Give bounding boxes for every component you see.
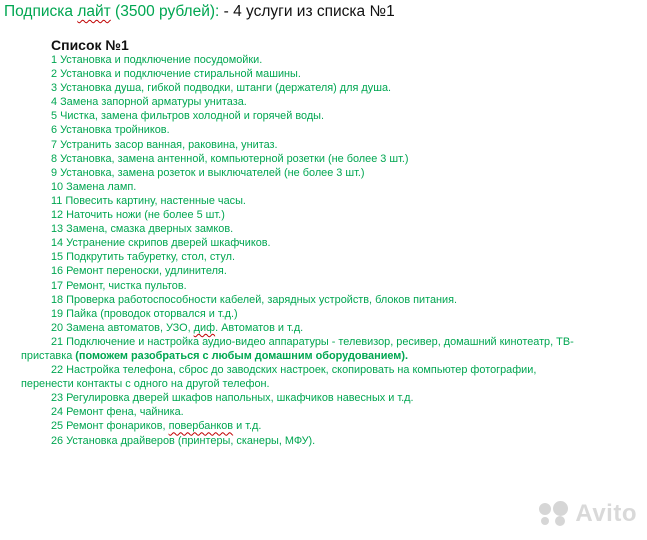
item-text-misspelled: диф bbox=[193, 321, 216, 334]
list-item: 13 Замена, смазка дверных замков. bbox=[51, 223, 234, 236]
list-item: 3 Установка душа, гибкой подводки, штанги (держателя) для душа. bbox=[51, 82, 392, 95]
item-text: 21 Подключение и настройка аудио-видео аппаратуры - телевизор, ресивер, домашний кинотеатр, ТВ-приставка bbox=[21, 335, 574, 362]
avito-logo-icon bbox=[539, 501, 569, 527]
item-text: 22 Настройка телефона, сброс до заводских настроек, скопировать на компьютер фотографии, перенести контакты с одного на другой телефон. bbox=[21, 364, 537, 391]
list-item: 4 Замена запорной арматуры унитаза. bbox=[51, 96, 247, 109]
list-item: 9 Установка, замена розеток и выключателей (не более 3 шт.) bbox=[51, 166, 365, 179]
list-item: 26 Установка драйверов (принтеры, сканеры, МФУ). bbox=[51, 434, 316, 447]
list-item: 16 Ремонт переноски, удлинителя. bbox=[51, 265, 227, 278]
list-item: 17 Ремонт, чистка пультов. bbox=[51, 279, 187, 292]
title-part-4: - 4 услуги из списка №1 bbox=[219, 3, 395, 20]
avito-watermark-text: Avito bbox=[575, 500, 637, 527]
item-text: 25 Ремонт фонариков, bbox=[51, 420, 169, 433]
list-item: 10 Замена ламп. bbox=[51, 180, 137, 193]
list-item bbox=[21, 363, 581, 391]
item-text: . Автоматов и т.д. bbox=[215, 321, 304, 334]
list-heading: Список №1 bbox=[51, 37, 129, 53]
list-item bbox=[51, 419, 641, 433]
list-item bbox=[51, 321, 641, 335]
avito-watermark bbox=[539, 500, 637, 528]
list-item: 14 Устранение скрипов дверей шкафчиков. bbox=[51, 237, 271, 250]
item-text-bold: (поможем разобраться с любым домашним оборудованием). bbox=[75, 349, 409, 362]
title-part-3: (3500 рублей): bbox=[110, 3, 220, 20]
list-item: 19 Пайка (проводок оторвался и т.д.) bbox=[51, 307, 238, 320]
list-item: 24 Ремонт фена, чайника. bbox=[51, 406, 184, 419]
list-item: 2 Установка и подключение стиральной машины. bbox=[51, 68, 301, 81]
service-list bbox=[21, 53, 641, 448]
list-item: 7 Устранить засор ванная, раковина, унитаз. bbox=[51, 138, 278, 151]
list-item: 12 Наточить ножи (не более 5 шт.) bbox=[51, 209, 225, 222]
list-item: 8 Установка, замена антенной, компьютерной розетки (не более 3 шт.) bbox=[51, 152, 409, 165]
title-part-2: лайт bbox=[77, 3, 111, 20]
title-part-1: Подписка bbox=[4, 3, 78, 20]
page-title bbox=[4, 3, 395, 21]
list-item: 23 Регулировка дверей шкафов напольных, шкафчиков навесных и т.д. bbox=[51, 392, 414, 405]
item-text: и т.д. bbox=[233, 420, 262, 433]
list-item: 6 Установка тройников. bbox=[51, 124, 170, 137]
list-item: 15 Подкрутить табуретку, стол, стул. bbox=[51, 251, 235, 264]
list-item: 1 Установка и подключение посудомойки. bbox=[51, 54, 263, 66]
list-item: 11 Повесить картину, настенные часы. bbox=[51, 194, 246, 207]
list-item: 18 Проверка работоспособности кабелей, зарядных устройств, блоков питания. bbox=[51, 293, 458, 306]
list-item: 5 Чистка, замена фильтров холодной и горячей воды. bbox=[51, 110, 325, 123]
list-item bbox=[21, 335, 581, 363]
item-text: 20 Замена автоматов, УЗО, bbox=[51, 321, 194, 334]
item-text-misspelled: повербанков bbox=[168, 420, 234, 433]
